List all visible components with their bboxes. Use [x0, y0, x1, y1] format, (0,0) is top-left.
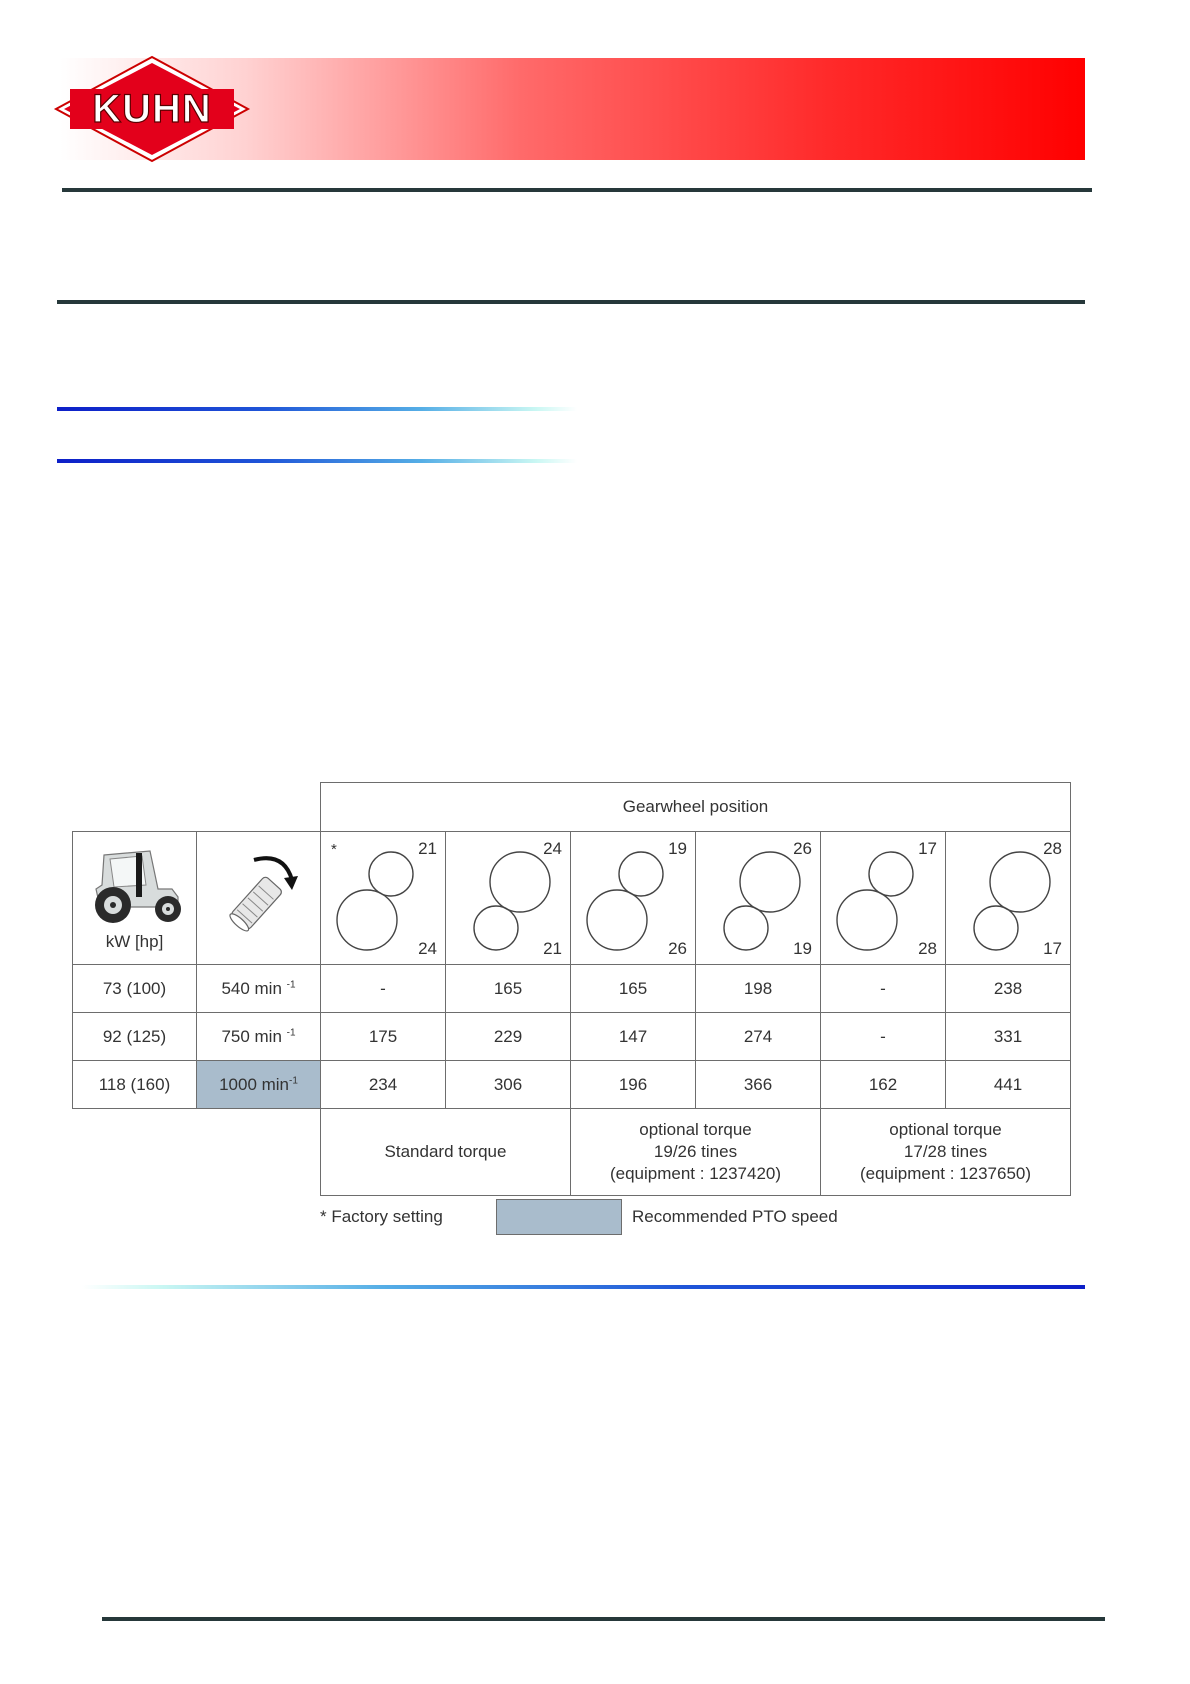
recommended-pto-note: Recommended PTO speed: [632, 1207, 838, 1226]
table-row: [73, 1061, 1071, 1109]
gear-top-teeth: 28: [1043, 839, 1062, 858]
power-cell: 92 (125): [73, 1013, 197, 1061]
table-row: [73, 1013, 1071, 1061]
torque-cell: 234: [321, 1061, 446, 1109]
torque-cell: 175: [321, 1013, 446, 1061]
table-row: [73, 965, 1071, 1013]
table-legend: [320, 1199, 880, 1237]
power-cell: 118 (160): [73, 1061, 197, 1109]
gear-top-teeth: 24: [543, 839, 562, 858]
gearwheel-circle: [837, 890, 897, 950]
gear-bottom-teeth: 26: [668, 939, 687, 958]
torque-cell: 366: [696, 1061, 821, 1109]
gear-top-teeth: 19: [668, 839, 687, 858]
torque-cell: 229: [446, 1013, 571, 1061]
gear-pair-icon: [446, 832, 570, 964]
speed-cell: 750 min $^{-1}$: [197, 1013, 321, 1061]
svg-text:KUHN: KUHN: [92, 87, 212, 131]
gear-diagram-4: [821, 832, 946, 965]
gearwheel-circle: [490, 852, 550, 912]
gearwheel-circle: [740, 852, 800, 912]
gear-pair-icon: [946, 832, 1070, 964]
torque-cell: -: [821, 965, 946, 1013]
gear-diagram-3: [696, 832, 821, 965]
gear-diagram-2: [571, 832, 696, 965]
gear-bottom-teeth: 17: [1043, 939, 1062, 958]
gear-top-teeth: 17: [918, 839, 937, 858]
section-rule-end: [82, 1285, 1085, 1289]
header-rule: [62, 188, 1092, 192]
gearwheel-circle: [619, 852, 663, 896]
torque-cell: 147: [571, 1013, 696, 1061]
torque-cell: 196: [571, 1061, 696, 1109]
footer-rule: [102, 1617, 1105, 1621]
section-rule-top: [57, 407, 577, 411]
gear-bottom-teeth: 19: [793, 939, 812, 958]
torque-cell: 198: [696, 965, 821, 1013]
torque-cell: 238: [946, 965, 1071, 1013]
speed-cell-recommended: 1000 $\min^{-1}$: [197, 1061, 321, 1109]
gearwheel-circle: [587, 890, 647, 950]
torque-cell: 441: [946, 1061, 1071, 1109]
recommended-swatch: [496, 1199, 622, 1235]
factory-setting-note: * Factory setting: [320, 1207, 443, 1226]
pto-shaft-icon: [214, 846, 304, 946]
torque-cell: 162: [821, 1061, 946, 1109]
kuhn-logo: [52, 55, 252, 163]
torque-cell: -: [821, 1013, 946, 1061]
gear-diagram-5: [946, 832, 1071, 965]
gear-pair-icon: [821, 832, 945, 964]
optional-torque-17-28: optional torque 17/28 tines (equipment : 1237650): [821, 1109, 1071, 1196]
gear-top-teeth: 26: [793, 839, 812, 858]
gearwheel-circle: [990, 852, 1050, 912]
gear-pair-icon: [696, 832, 820, 964]
gear-diagram-1: [446, 832, 571, 965]
torque-cell: 165: [446, 965, 571, 1013]
power-cell: 73 (100): [73, 965, 197, 1013]
gear-pair-icon: [321, 832, 445, 964]
title-rule: [57, 300, 1085, 304]
gear-bottom-teeth: 21: [543, 939, 562, 958]
gearwheel-circle: [869, 852, 913, 896]
gear-bottom-teeth: 24: [418, 939, 437, 958]
gear-diagram-0: [321, 832, 446, 965]
gearwheel-circle: [974, 906, 1018, 950]
tractor-icon: [80, 845, 190, 925]
standard-torque-label: Standard torque: [321, 1109, 571, 1196]
torque-cell: -: [321, 965, 446, 1013]
tractor-power-cell: [73, 832, 197, 965]
gear-top-teeth: 21: [418, 839, 437, 858]
torque-cell: 306: [446, 1061, 571, 1109]
factory-setting-star: *: [331, 841, 337, 858]
section-rule-bottom: [57, 459, 577, 463]
torque-cell: 331: [946, 1013, 1071, 1061]
pto-cell: [197, 832, 321, 965]
gearwheel-table: [72, 782, 1071, 1196]
speed-cell: 540 min $^{-1}$: [197, 965, 321, 1013]
optional-torque-19-26: optional torque 19/26 tines (equipment : 1237420): [571, 1109, 821, 1196]
torque-cell: 274: [696, 1013, 821, 1061]
gearwheel-circle: [474, 906, 518, 950]
gearwheel-position-header: Gearwheel position: [321, 783, 1071, 832]
gear-bottom-teeth: 28: [918, 939, 937, 958]
gearwheel-circle: [369, 852, 413, 896]
gearwheel-circle: [724, 906, 768, 950]
gear-pair-icon: [571, 832, 695, 964]
torque-cell: 165: [571, 965, 696, 1013]
gearwheel-circle: [337, 890, 397, 950]
power-unit-label: kW [hp]: [105, 931, 164, 951]
